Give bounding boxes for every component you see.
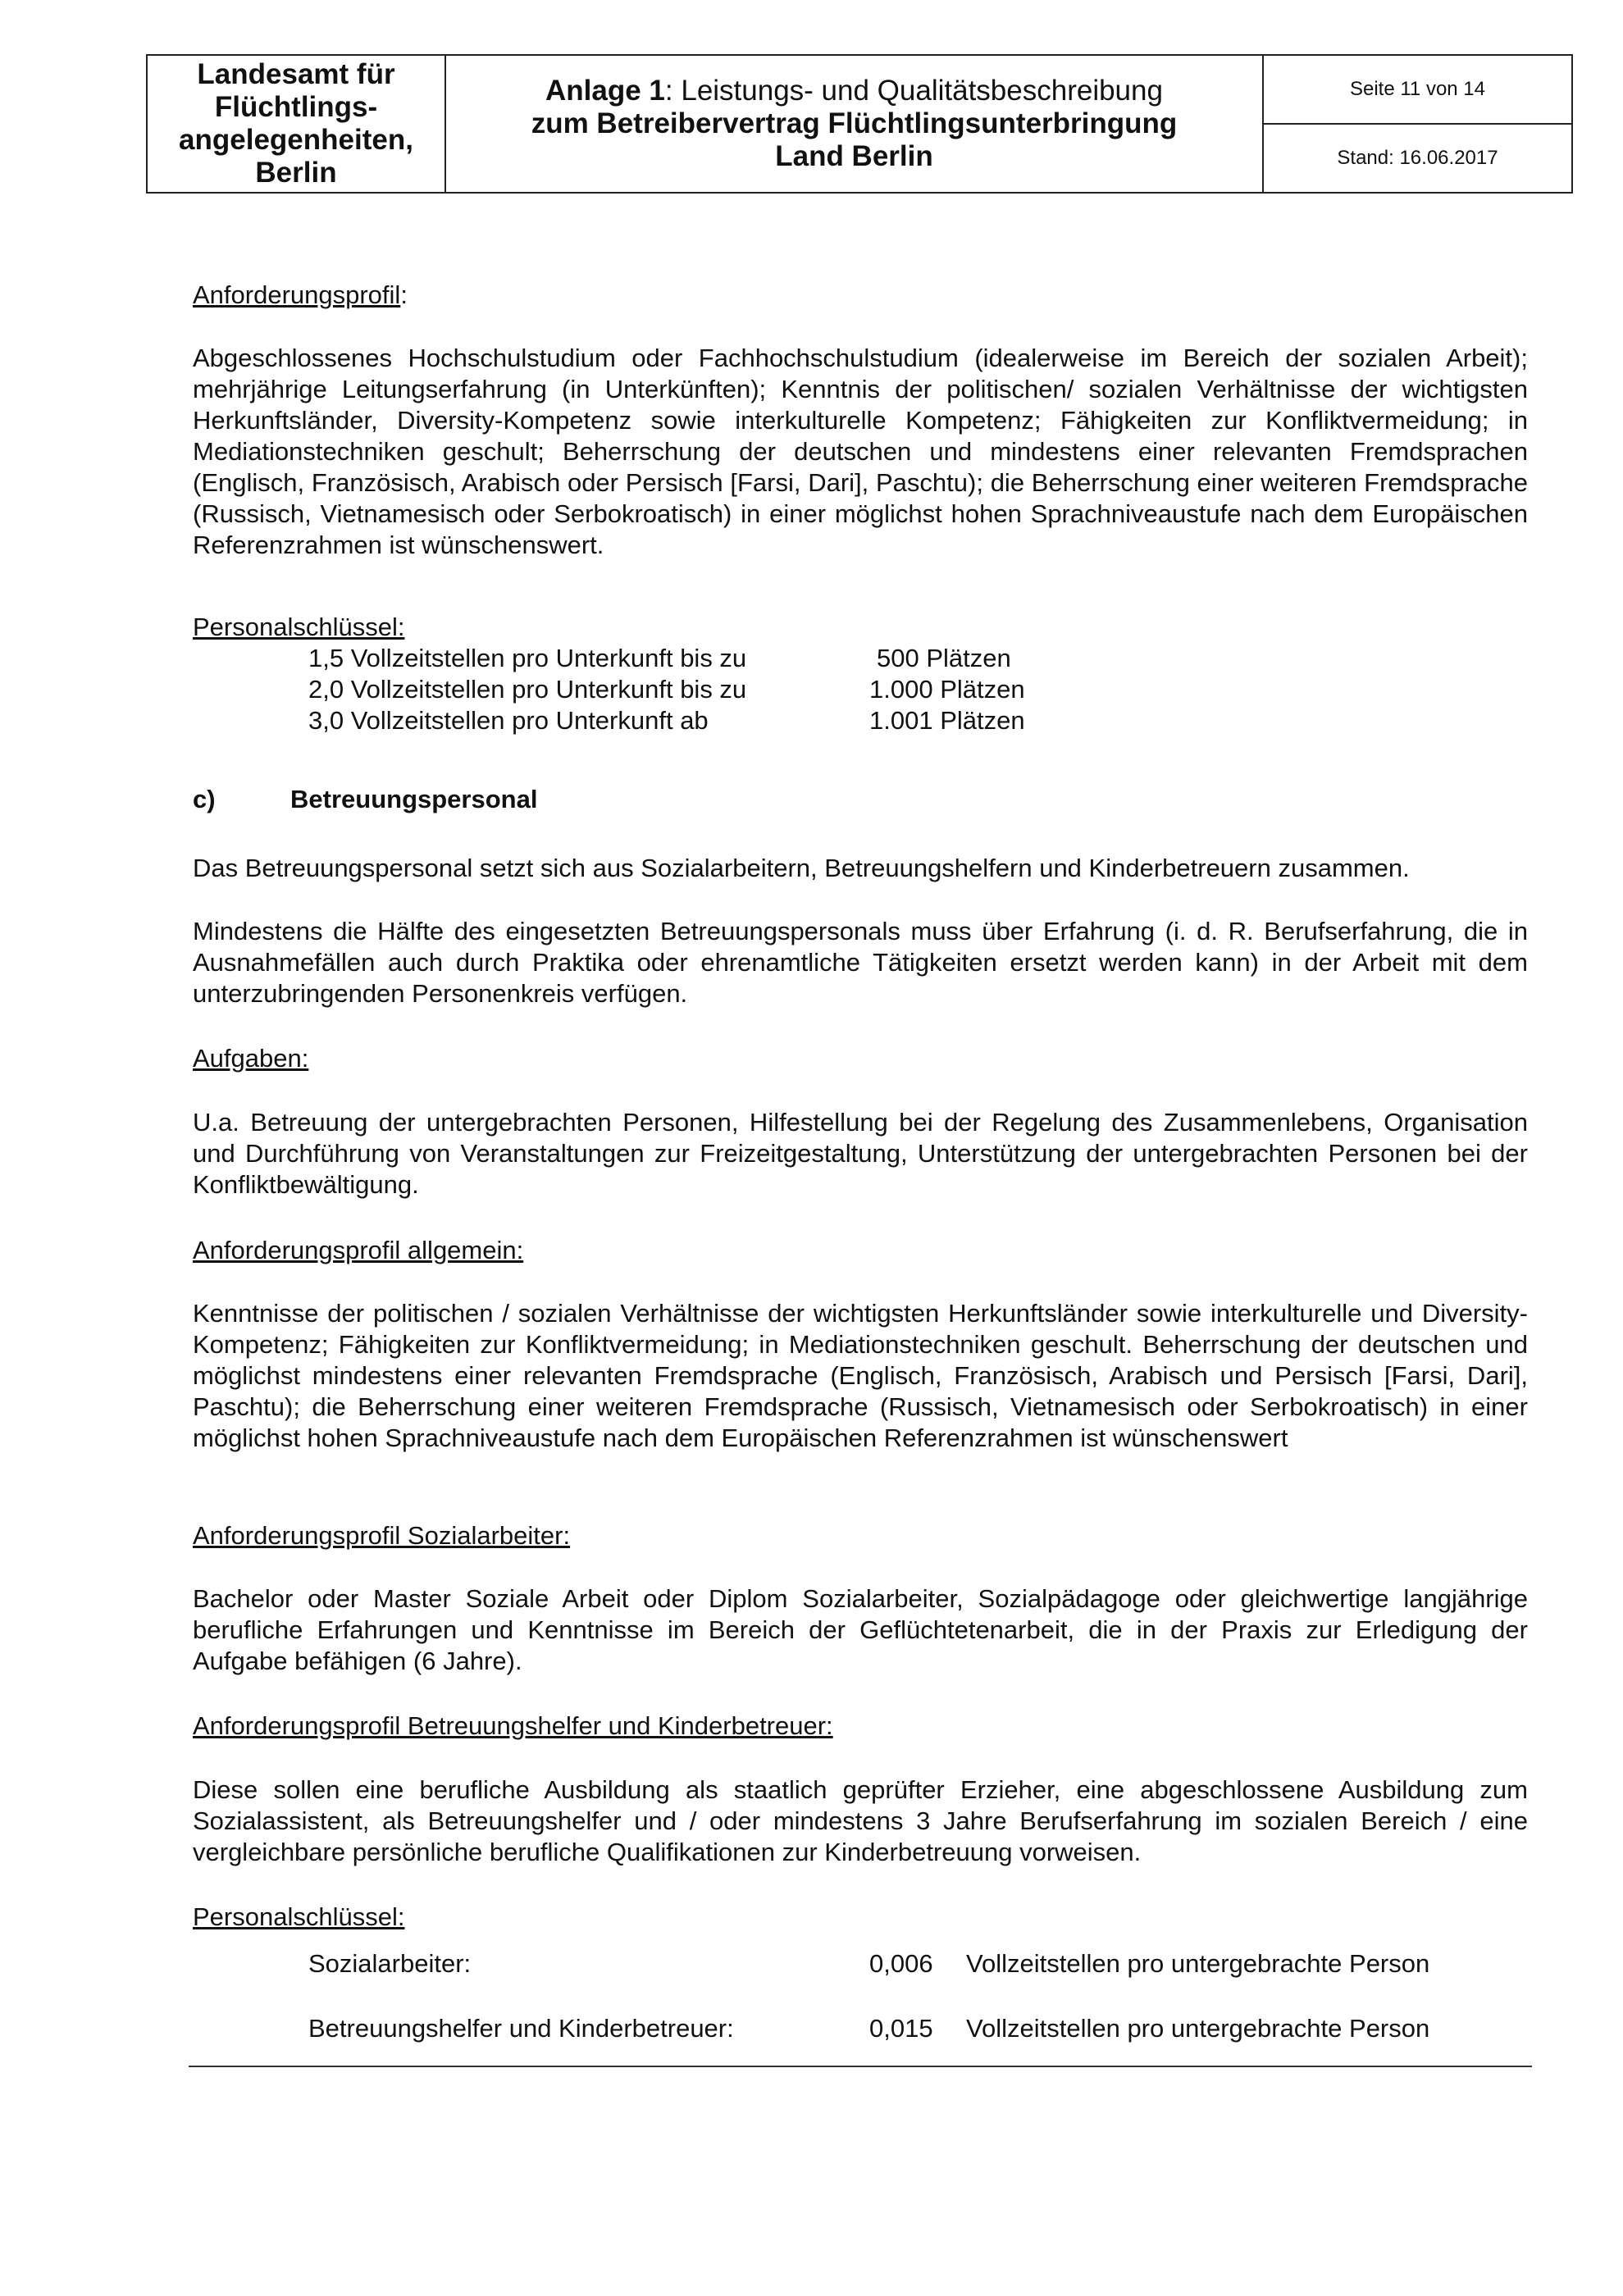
staff-ratio-factor: 0,015 [869, 2014, 933, 2043]
staff-key-row-value: 1.000 Plätzen [869, 675, 1025, 704]
staff-ratio-factor: 0,006 [869, 1949, 933, 1978]
bottom-rule [189, 2066, 1532, 2067]
title-rest: : Leistungs- und Qualitätsbeschreibung [664, 75, 1163, 107]
header-table [146, 54, 1573, 194]
staff-key-row-label: 3,0 Vollzeitstellen pro Unterkunft ab [308, 706, 709, 735]
paragraph-betreuungspersonal-1: Das Betreuungspersonal setzt sich aus Sozialarbeitern, Betreuungshelfern und Kinderbetreuern zusammen. [193, 854, 1410, 882]
paragraph-aufgaben: U.a. Betreuung der untergebrachten Personen, Hilfestellung bei der Regelung des Zusammenlebens, Organisation und Durchführung von Veranstaltungen zur Freizeitgestaltung, Unterstützung der untergebrachten Personen bei der Konfliktbewältigung. [193, 1108, 1528, 1199]
heading-colon: : [400, 280, 408, 309]
staff-ratio-unit: Vollzeitstellen pro untergebrachte Person [966, 2014, 1430, 2043]
header-meta [1264, 56, 1571, 192]
page-number: Seite 11 von 14 [1264, 56, 1571, 125]
org-line-3: angelegenheiten, [179, 124, 413, 156]
section-title-betreuungspersonal: Betreuungspersonal [290, 785, 538, 813]
org-line-2: Flüchtlings- [214, 91, 378, 123]
header-organization [148, 56, 446, 192]
paragraph-anforderungsprofil-sozialarbeiter: Bachelor oder Master Soziale Arbeit oder Diplom Sozialarbeiter, Sozialpädagoge oder gleichwertige langjährige berufliche Erfahrungen und Kenntnisse im Bereich der Geflüchtetenarbeit, die in der Praxis zur Erledigung der Aufgabe befähigen (6 Jahre). [193, 1584, 1528, 1675]
staff-key-row-value: 1.001 Plätzen [869, 706, 1025, 735]
paragraph-anforderungsprofil: Abgeschlossenes Hochschulstudium oder Fachhochschulstudium (idealerweise im Bereich der sozialen Arbeit); mehrjährige Leitungserfahrung (in Unterkünften); Kenntnis der politischen/ sozialen Verhältnisse der wichtigsten Herkunftsländer, Diversity-Kompetenz sowie interkulturelle Kompetenz; Fähigkeiten zur Konfliktvermeidung; in Mediationstechniken geschult; Beherrschung der deutschen und mindestens einer relevanten Fremdsprachen (Englisch, Französisch, Arabisch oder Persisch [Farsi, Dari], Paschtu); die Beherrschung einer weiteren Fremdsprache (Russisch, Vietnamesisch oder Serbokroatisch) in einer möglichst hohen Sprachniveaustufe nach dem Europäischen Referenzrahmen ist wünschenswert. [193, 344, 1528, 559]
staff-ratio-unit: Vollzeitstellen pro untergebrachte Person [966, 1949, 1430, 1978]
staff-ratio-role: Sozialarbeiter: [308, 1949, 472, 1978]
title-line-3: Land Berlin [775, 140, 933, 172]
section-heading-anforderungsprofil-betreuungshelfer: Anforderungsprofil Betreuungshelfer und Kinderbetreuer: [193, 1711, 833, 1740]
section-letter: c) [193, 785, 216, 813]
section-heading-personalschluessel-2: Personalschlüssel: [193, 1902, 405, 1931]
heading-text: Anforderungsprofil [193, 280, 401, 309]
org-line-4: Berlin [255, 157, 337, 189]
staff-ratio-role: Betreuungshelfer und Kinderbetreuer: [308, 2014, 734, 2043]
section-heading-anforderungsprofil-allgemein: Anforderungsprofil allgemein: [193, 1236, 524, 1264]
section-heading-aufgaben: Aufgaben: [193, 1044, 309, 1073]
org-line-1: Landesamt für [197, 58, 395, 90]
title-bold: Anlage 1 [545, 75, 665, 107]
section-heading-anforderungsprofil [193, 280, 408, 311]
section-heading-anforderungsprofil-sozialarbeiter: Anforderungsprofil Sozialarbeiter: [193, 1521, 571, 1550]
paragraph-anforderungsprofil-betreuungshelfer: Diese sollen eine berufliche Ausbildung als staatlich geprüfter Erzieher, eine abgeschlossene Ausbildung zum Sozialassistent, als Betreuungshelfer und / oder mindestens 3 Jahre Berufserfahrung im sozialen Bereich / eine vergleichbare persönliche berufliche Qualifikationen zur Kinderbetreuung vorweisen. [193, 1775, 1528, 1866]
paragraph-betreuungspersonal-2: Mindestens die Hälfte des eingesetzten Betreuungspersonals muss über Erfahrung (i. d. R. Berufserfahrung, die in Ausnahmefällen auch durch Praktika oder ehrenamtliche Tätigkeiten ersetzt werden kann) in der Arbeit mit dem unterzubringenden Personenkreis verfügen. [193, 917, 1528, 1008]
paragraph-anforderungsprofil-allgemein: Kenntnisse der politischen / sozialen Verhältnisse der wichtigsten Herkunftsländer sowie interkulturelle und Diversity-Kompetenz; Fähigkeiten zur Konfliktvermeidung; in Mediationstechniken geschult. Beherrschung der deutschen und möglichst mindestens einer relevanten Fremdsprache (Englisch, Französisch, Arabisch und Persisch [Farsi, Dari], Paschtu); die Beherrschung einer weiteren Fremdsprache (Russisch, Vietnamesisch oder Serbokroatisch) in einer möglichst hohen Sprachniveaustufe nach dem Europäischen Referenzrahmen ist wünschenswert [193, 1299, 1528, 1452]
staff-key-row-value: 500 Plätzen [877, 644, 1011, 672]
staff-key-row-label: 1,5 Vollzeitstellen pro Unterkunft bis zu [308, 644, 747, 672]
title-line-2: zum Betreibervertrag Flüchtlingsunterbringung [531, 107, 1178, 139]
status-date: Stand: 16.06.2017 [1337, 147, 1498, 169]
staff-key-row-label: 2,0 Vollzeitstellen pro Unterkunft bis zu [308, 675, 747, 704]
section-heading-personalschluessel: Personalschlüssel: [193, 613, 405, 641]
header-title [446, 56, 1264, 192]
